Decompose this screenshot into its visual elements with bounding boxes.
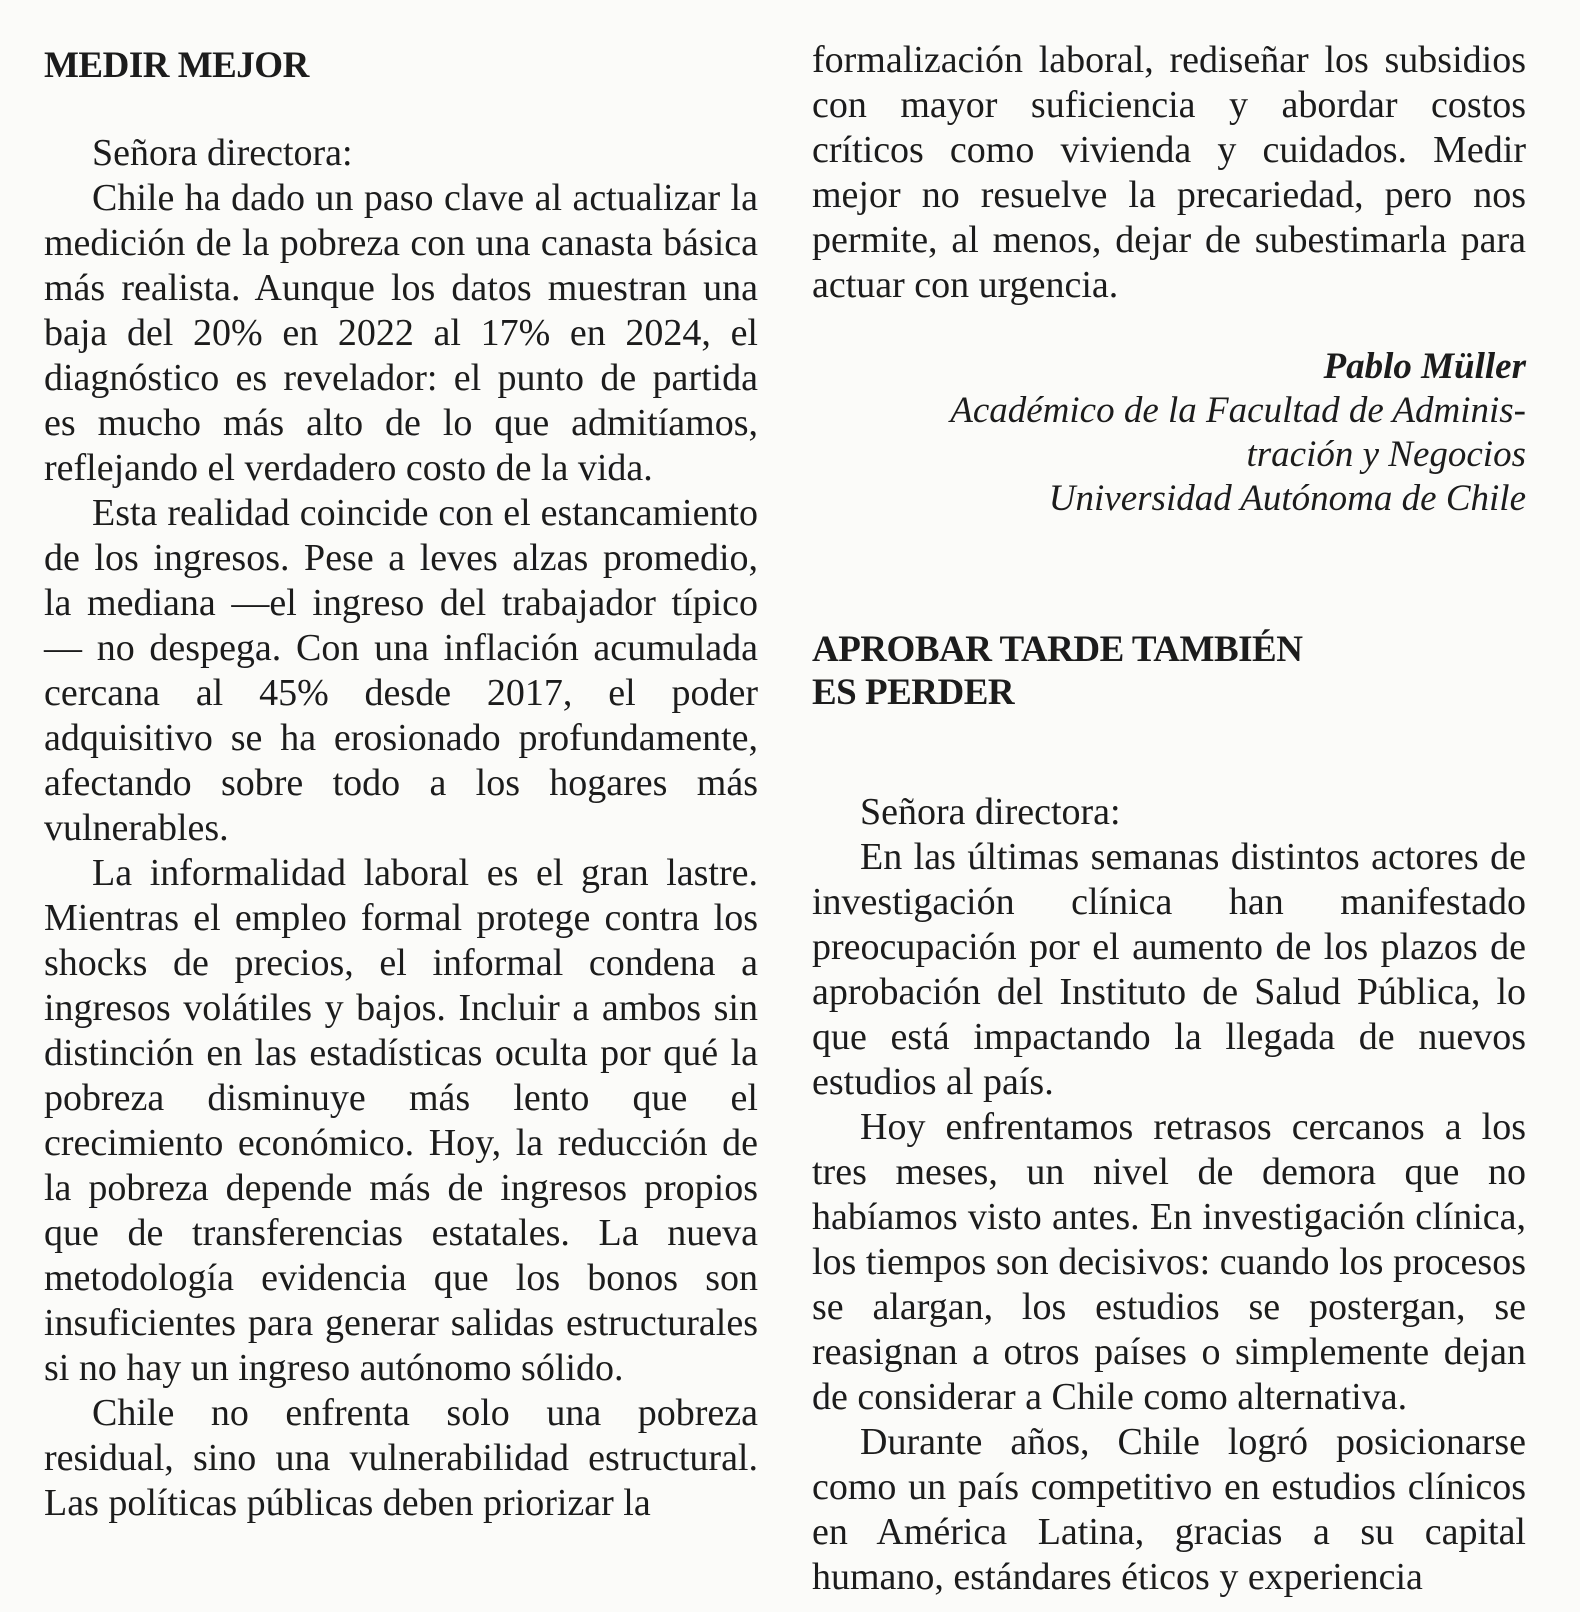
author-role-line2: tración y Negocios bbox=[1246, 434, 1526, 475]
title-line-1: APROBAR TARDE TAMBIÉN bbox=[812, 629, 1303, 670]
paragraph-continuation: formalización laboral, rediseñar los subsidios con mayor suficiencia y abordar costos críticos como vivienda y cuidados. Medir mejor no resuelve la precariedad, pero nos permite, al menos, dejar de subestimarla para actuar con urgencia. bbox=[812, 39, 1526, 306]
author-institution: Universidad Autónoma de Chile bbox=[1048, 478, 1526, 519]
title-line-2: ES PERDER bbox=[812, 672, 1015, 713]
paragraph: Esta realidad coincide con el estancamiento de los ingresos. Pese a leves alzas promedio, la mediana —el ingreso del trabajador típico— no despega. Con una inflación acumulada cercana al 45% desde 2017, el poder adquisitivo se ha erosionado profundamente, afectando sobre todo a los hogares más vulnerables. bbox=[44, 492, 758, 849]
paragraph: Chile no enfrenta solo una pobreza residual, sino una vulnerabilidad estructural. Las políticas públicas deben priorizar la bbox=[44, 1392, 758, 1524]
salutation: Señora directora: bbox=[92, 132, 353, 174]
paragraph: Durante años, Chile logró posicionarse como un país competitivo en estudios clínicos en América Latina, gracias a su capital humano, estándares éticos y experiencia bbox=[812, 1421, 1526, 1598]
paragraph: Hoy enfrentamos retrasos cercanos a los tres meses, un nivel de demora que no habíamos visto antes. En investigación clínica, los tiempos son decisivos: cuando los procesos se alargan, los estudios se postergan, se reasignan a otros países o simplemente dejan de considerar a Chile como alternativa. bbox=[812, 1106, 1526, 1418]
letter-title: MEDIR MEJOR bbox=[44, 45, 309, 86]
paragraph: En las últimas semanas distintos actores de investigación clínica han manifestado preocupación por el aumento de los plazos de aprobación del Instituto de Salud Pública, lo que está impactando la llegada de nuevos estudios al país. bbox=[812, 836, 1526, 1103]
paragraph: La informalidad laboral es el gran lastre. Mientras el empleo formal protege contra los shocks de precios, el informal condena a ingresos volátiles y bajos. Incluir a ambos sin distinción en las estadísticas oculta por qué la pobreza disminuye más lento que el crecimiento económico. Hoy, la reducción de la pobreza depende más de ingresos propios que de transferencias estatales. La nueva metodología evidencia que los bonos son insuficientes para generar salidas estructurales si no hay un ingreso autónomo sólido. bbox=[44, 852, 758, 1389]
letter-medir-mejor bbox=[44, 0, 758, 1526]
letter-title bbox=[812, 628, 1526, 714]
letter-aprobar-tarde bbox=[812, 0, 1526, 1600]
paragraph: Chile ha dado un paso clave al actualizar la medición de la pobreza con una canasta básica más realista. Aunque los datos muestran una baja del 20% en 2022 al 17% en 2024, el diagnóstico es revelador: el punto de partida es mucho más alto de lo que admitíamos, reflejando el verdadero costo de la vida. bbox=[44, 177, 758, 489]
salutation: Señora directora: bbox=[860, 791, 1121, 833]
author-role-line1: Académico de la Facultad de Adminis- bbox=[950, 390, 1526, 431]
author-name: Pablo Müller bbox=[1323, 346, 1526, 387]
